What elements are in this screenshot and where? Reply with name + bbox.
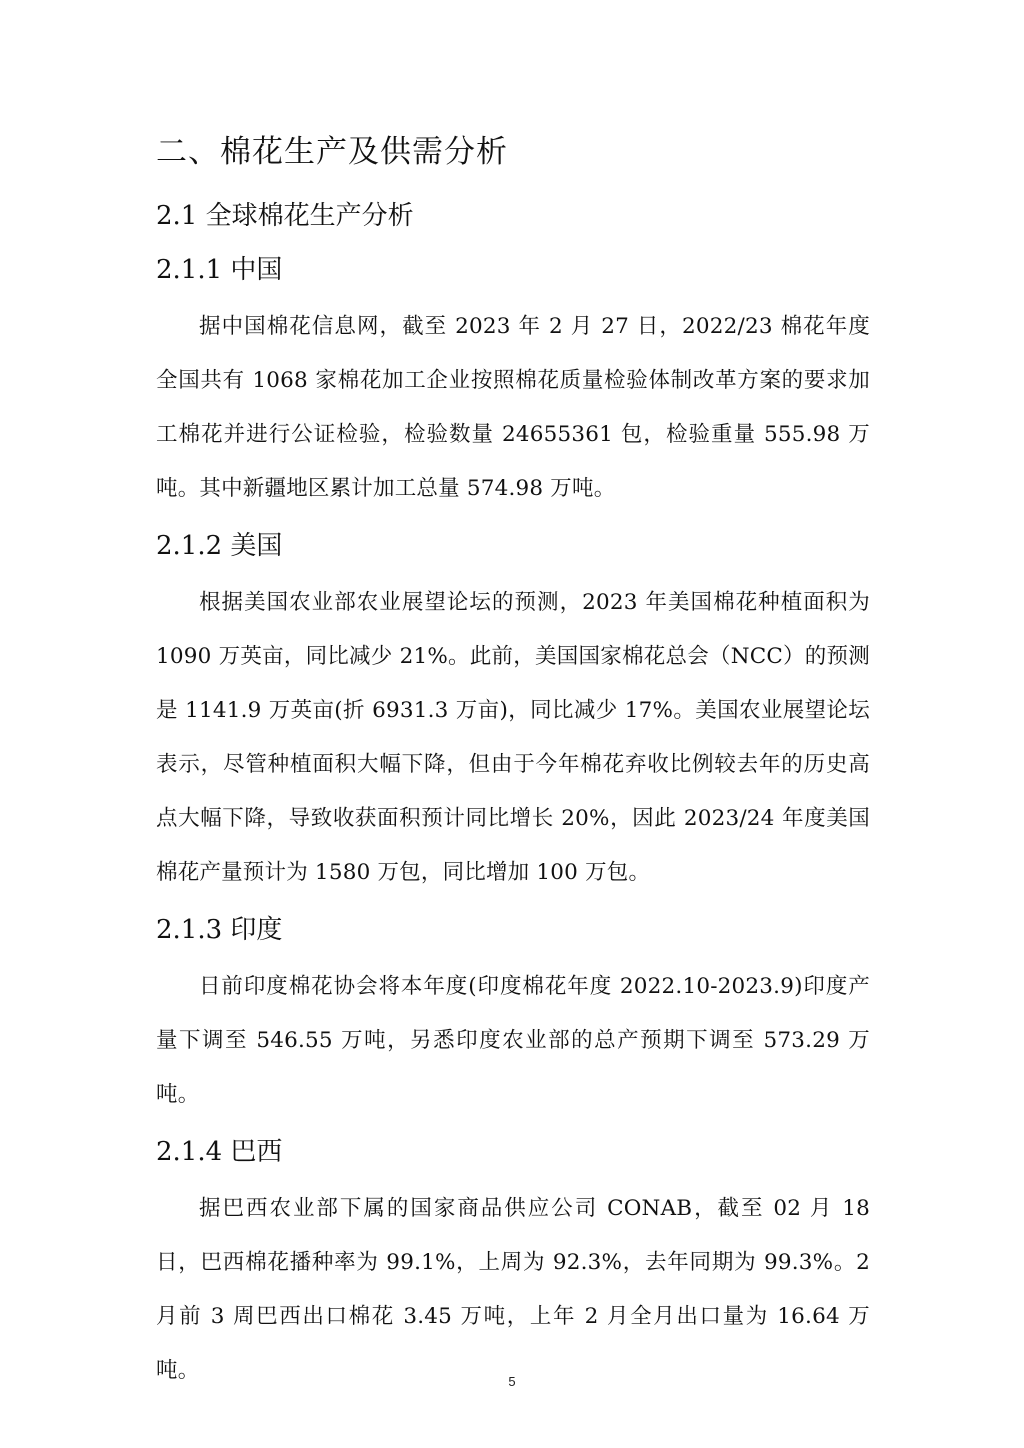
subsection-usa <box>156 524 870 900</box>
body-paragraph: 日前印度棉花协会将本年度(印度棉花年度 2022.10-2023.9)印度产量下调至 546.55 万吨，另悉印度农业部的总产预期下调至 573.29 万吨。 <box>156 974 870 1107</box>
subsection-india <box>156 908 870 1122</box>
subsection-heading: 2.1.3 印度 <box>156 915 283 945</box>
subsection-heading: 2.1.1 中国 <box>156 255 283 285</box>
subsection-heading: 2.1.2 美国 <box>156 531 283 561</box>
page-content <box>156 128 870 1406</box>
subsection-heading: 2.1.4 巴西 <box>156 1137 283 1167</box>
section-title: 2.1 全球棉花生产分析 <box>156 201 414 231</box>
body-paragraph: 据中国棉花信息网，截至 2023 年 2 月 27 日，2022/23 棉花年度全国共有 1068 家棉花加工企业按照棉花质量检验体制改革方案的要求加工棉花并进行公证检验，检验数量 24655361 包，检验重量 555.98 万吨。其中新疆地区累计加工总量 574.98 万吨。 <box>156 314 870 501</box>
page-number: 5 <box>508 1374 516 1389</box>
subsection-china <box>156 248 870 516</box>
chapter-title: 二、棉花生产及供需分析 <box>156 134 508 170</box>
subsection-brazil <box>156 1130 870 1398</box>
body-paragraph: 据巴西农业部下属的国家商品供应公司 CONAB，截至 02 月 18 日，巴西棉花播种率为 99.1%，上周为 92.3%，去年同期为 99.3%。2 月前 3 周巴西出口棉花 3.45 万吨，上年 2 月全月出口量为 16.64 万吨。 <box>156 1196 870 1383</box>
body-paragraph: 根据美国农业部农业展望论坛的预测，2023 年美国棉花种植面积为 1090 万英亩，同比减少 21%。此前，美国国家棉花总会（NCC）的预测是 1141.9 万英亩(折 6931.3 万亩)，同比减少 17%。美国农业展望论坛表示，尽管种植面积大幅下降，但由于今年棉花弃收比例较去年的历史高点大幅下降，导致收获面积预计同比增长 20%，因此 2023/24 年度美国棉花产量预计为 1580 万包，同比增加 100 万包。 <box>156 590 870 885</box>
